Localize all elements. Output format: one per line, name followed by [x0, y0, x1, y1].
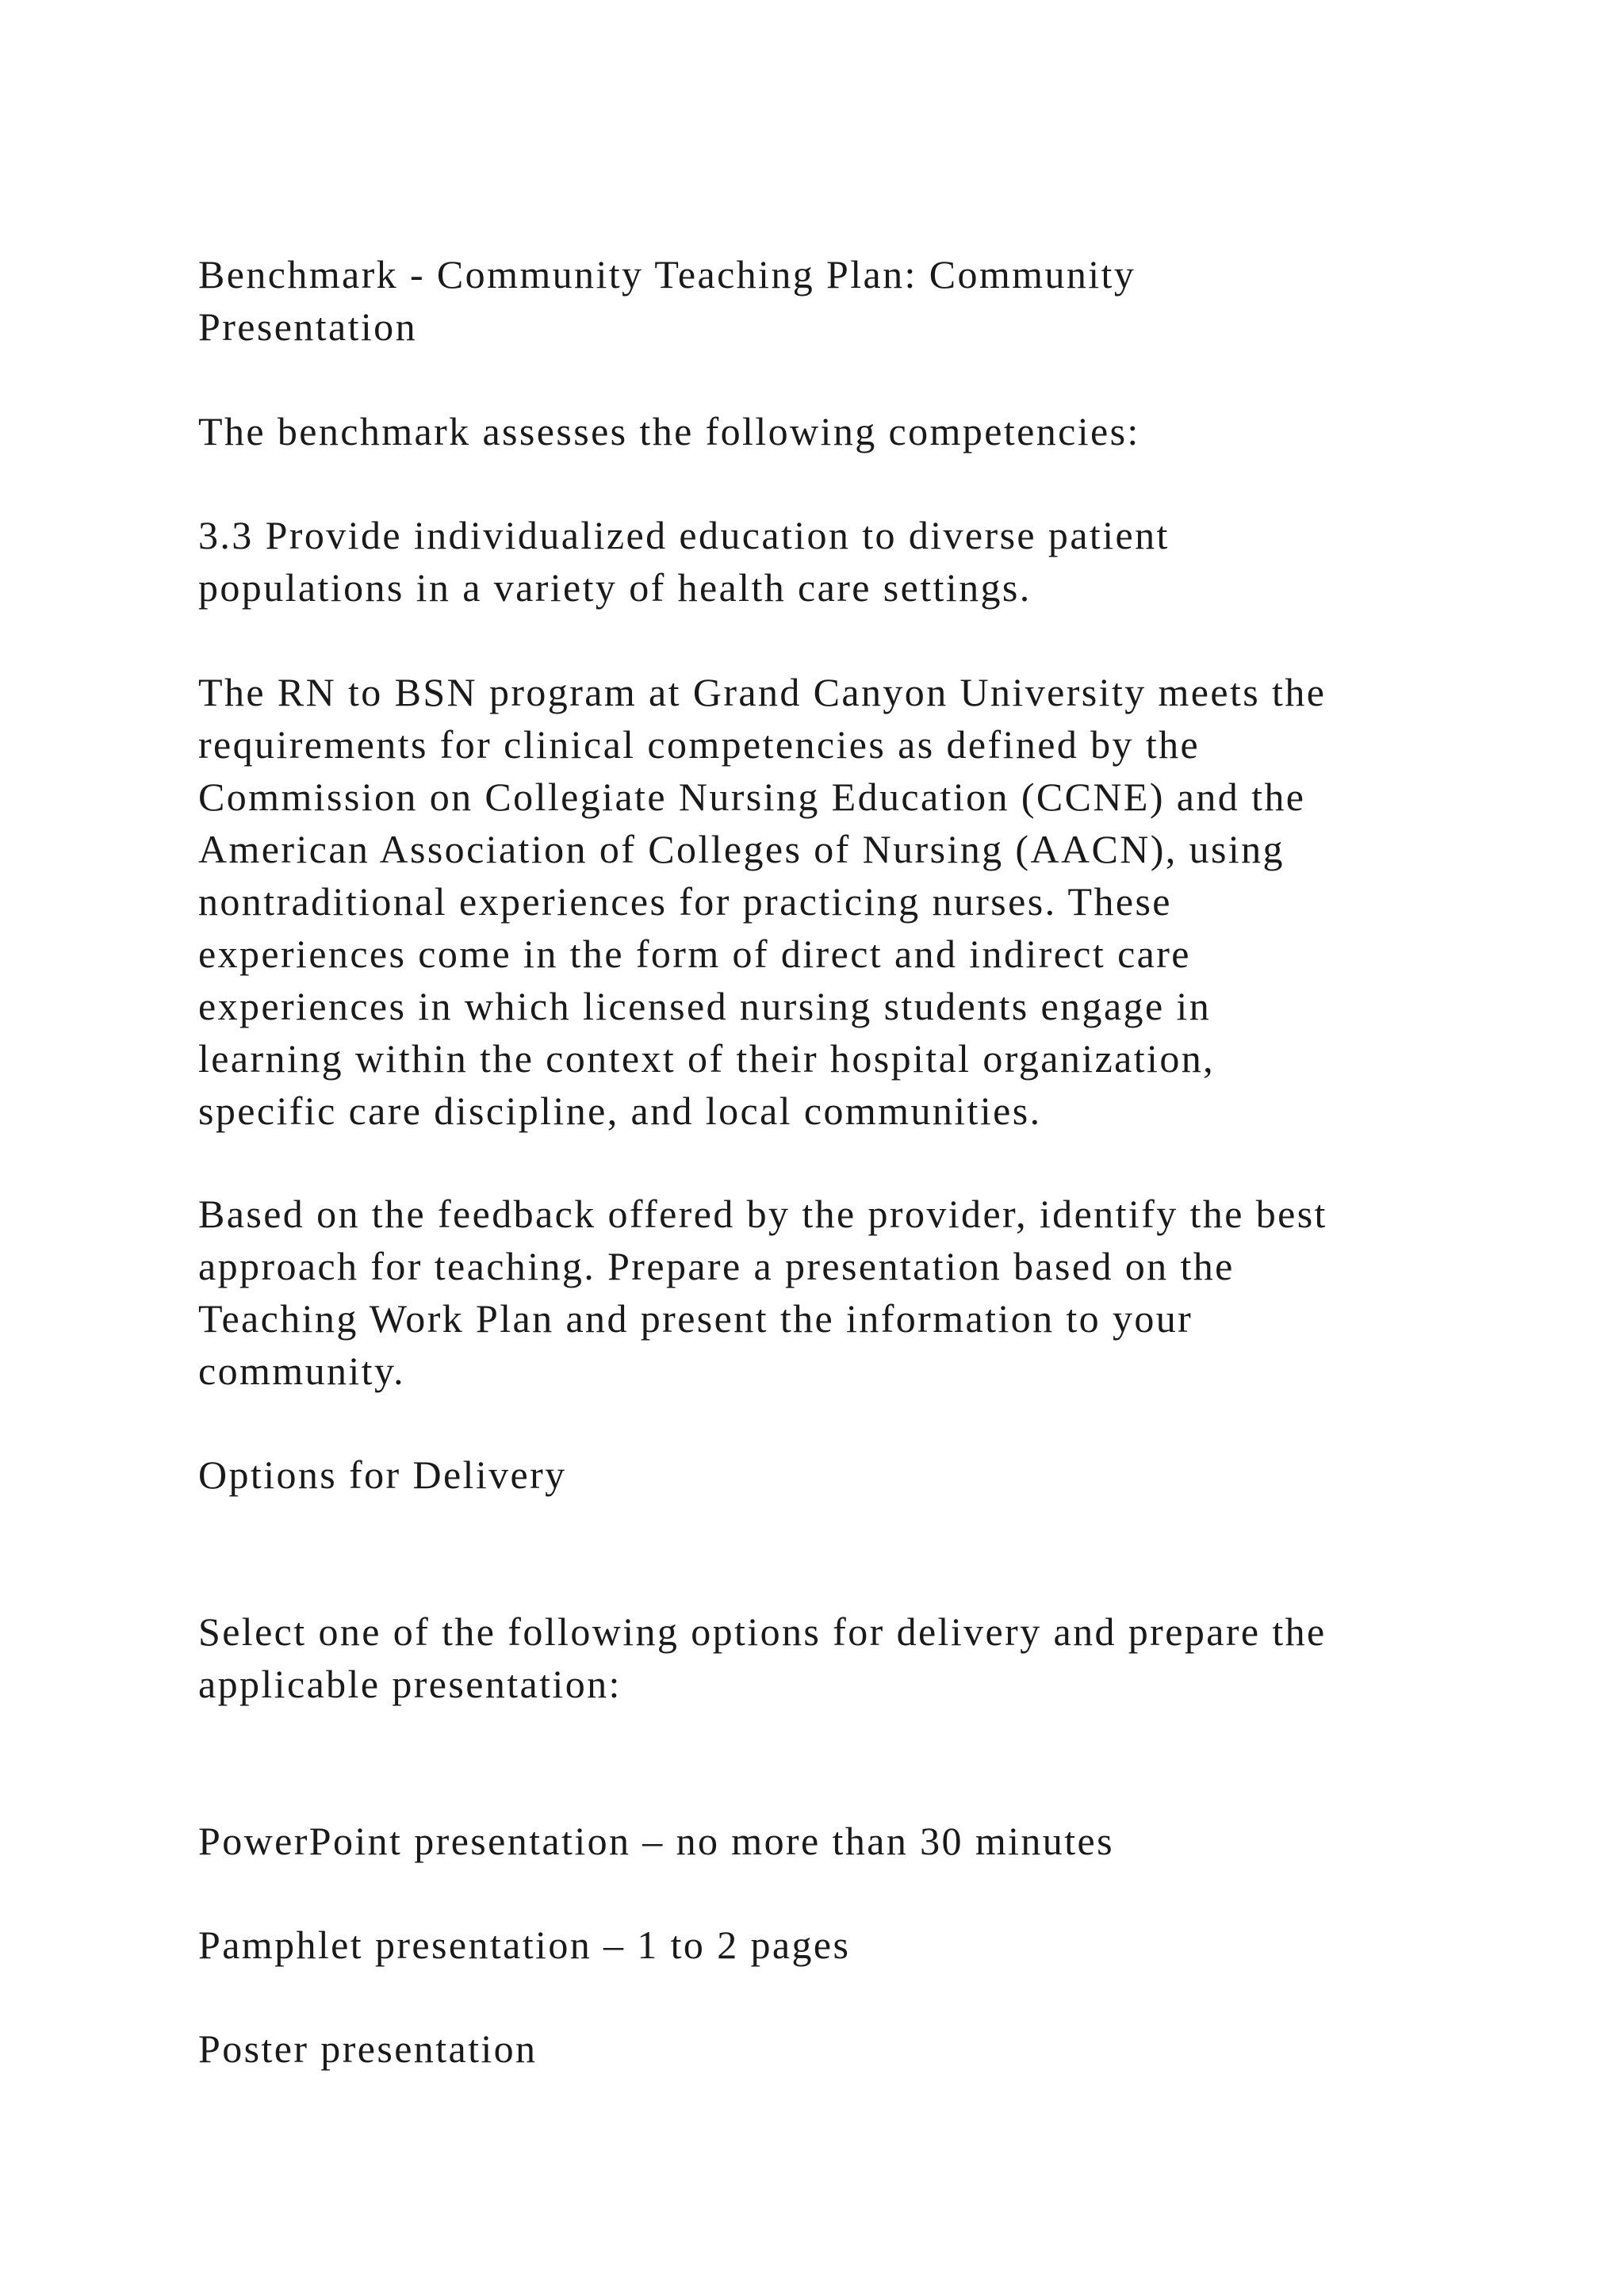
options-heading: Options for Delivery	[198, 1452, 567, 1497]
competency-text: 3.3 Provide individualized education to diverse patient populations in a variety of health care settings.	[198, 513, 1170, 610]
program-paragraph: The RN to BSN program at Grand Canyon University meets the requirements for clinical competencies as defined by the Commission on Collegiate Nursing Education (CCNE) and the American Association of Colleges of Nursing (AACN), using nontraditional experiences for practicing nurses. These experiences come in the form of direct and indirect care experiences in which licensed nursing students engage in learning within the context of their hospital organization, specific care discipline, and local communities.	[198, 670, 1327, 1133]
option-item-powerpoint: PowerPoint presentation – no more than 30 minutes	[198, 1819, 1114, 1863]
feedback-paragraph: Based on the feedback offered by the provider, identify the best approach for teaching. Prepare a presentation based on the Teaching Work Plan and present the information to your community.	[198, 1192, 1327, 1393]
document-title: Benchmark - Community Teaching Plan: Community Presentation	[198, 252, 1136, 349]
select-instruction: Select one of the following options for delivery and prepare the applicable presentation:	[198, 1609, 1327, 1706]
option-item-poster: Poster presentation	[198, 2026, 538, 2071]
intro-text: The benchmark assesses the following competencies:	[198, 409, 1140, 453]
option-item-pamphlet: Pamphlet presentation – 1 to 2 pages	[198, 1923, 851, 1967]
